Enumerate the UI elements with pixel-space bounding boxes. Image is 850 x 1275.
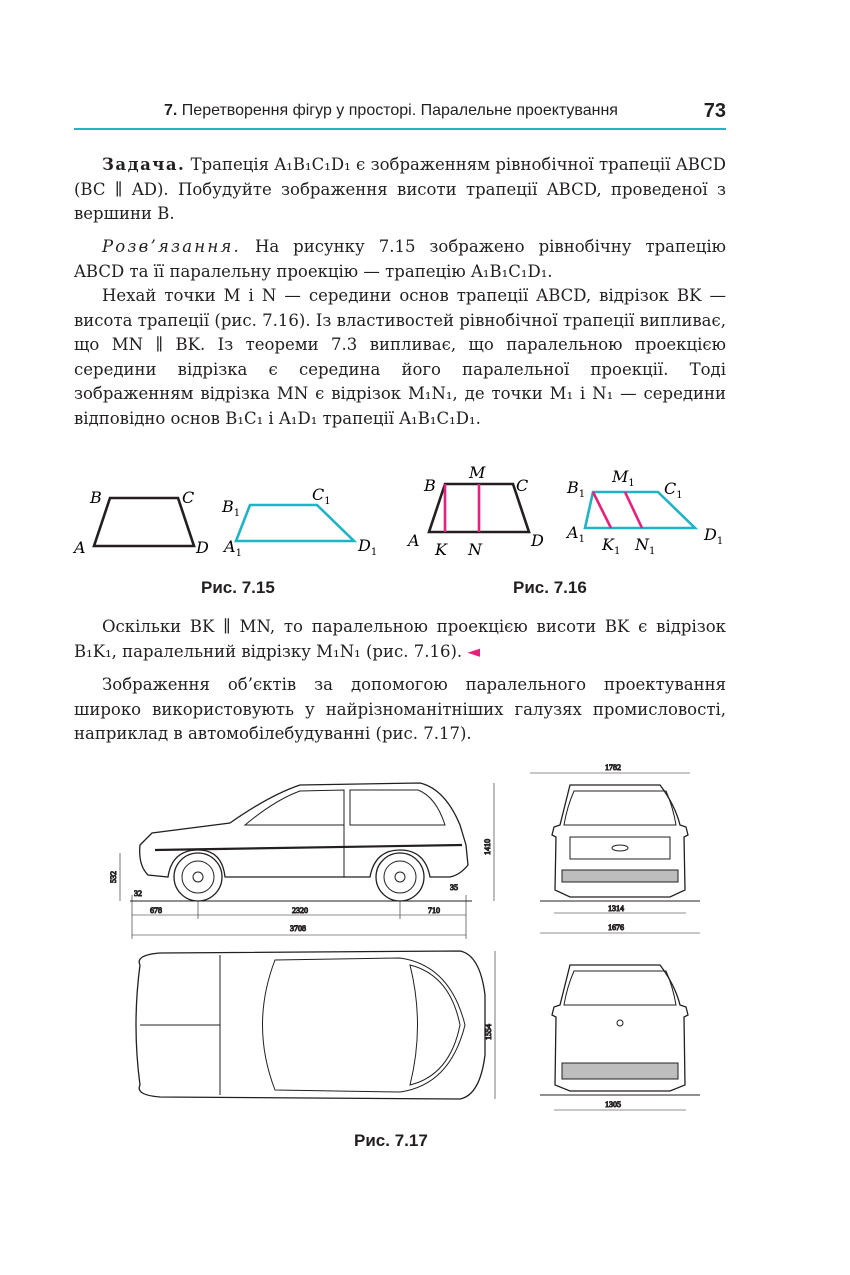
car-rear-view (540, 965, 700, 1095)
dim-overhang-front: 678 (150, 906, 162, 915)
text-block-2 (74, 615, 726, 664)
dim-ground: 532 (109, 871, 118, 883)
dim-angle-front: 32 (134, 889, 142, 898)
label-a: A (408, 531, 420, 550)
label-b1: $B_1$ (222, 497, 241, 519)
figure-7-16 (405, 462, 735, 567)
label-n1: $N_1$ (635, 535, 656, 557)
dim-overhang-rear: 710 (428, 906, 440, 915)
task-block (74, 153, 726, 227)
label-k1: $K_1$ (602, 535, 621, 557)
label-a1: $A_1$ (224, 537, 242, 559)
label-c: C (182, 488, 195, 507)
label-m: M (469, 463, 486, 482)
caption-7-15: Рис. 7.15 (201, 578, 275, 597)
text-block-3 (74, 673, 726, 747)
dim-track-front: 1314 (608, 904, 624, 913)
label-c: C (516, 476, 529, 495)
figure-7-15 (70, 478, 400, 568)
trapezoid-abcd (94, 498, 194, 546)
dim-length: 3708 (290, 924, 306, 933)
running-title (164, 102, 618, 120)
car-top-view (136, 951, 485, 1099)
label-a: A (74, 538, 86, 557)
dim-width-top: 1782 (605, 763, 621, 772)
label-b1: $B_1$ (567, 478, 586, 500)
task-text: Трапеція A₁B₁C₁D₁ є зображенням рівнобічної трапеції ABCD (BC ∥ AD). Побудуйте зображення висоти трапеції ABCD, проведеної з вершини B. (74, 155, 726, 223)
label-c1: $C_1$ (664, 479, 683, 501)
label-b: B (90, 488, 102, 507)
dim-angle-rear: 35 (450, 883, 458, 892)
label-d1: $D_1$ (358, 536, 378, 558)
dim-width-body: 1676 (608, 923, 624, 932)
segment-b1k1 (593, 492, 611, 528)
figure-7-17 (100, 755, 710, 1125)
chapter-title: Перетворення фігур у просторі. Паралельне проектування (181, 102, 618, 119)
trapezoid-a1b1c1d1 (236, 505, 354, 541)
paragraph-3: Зображення об’єктів за допомогою паралельного проектування широко використовують у найрізноманітніших галузях промисловості, наприклад в автомобілебудуванні (рис. 7.17). (74, 675, 726, 743)
dim-height: 1410 (483, 839, 492, 855)
side-view-dimensions (120, 783, 494, 939)
task-label: Задача. (102, 155, 186, 174)
end-of-solution-mark: ◄ (467, 641, 481, 661)
car-front-view (540, 785, 700, 901)
label-b: B (424, 476, 436, 495)
label-k: K (435, 540, 447, 559)
label-m1: $M_1$ (612, 467, 635, 489)
chapter-number: 7. (164, 102, 178, 119)
label-a1: $A_1$ (567, 523, 585, 545)
caption-7-17: Рис. 7.17 (354, 1131, 428, 1150)
header-divider (74, 128, 726, 130)
solution-label: Розв’язання. (102, 237, 241, 256)
dim-width-plan: 1554 (484, 1024, 493, 1040)
solution-block (74, 235, 726, 431)
dim-wheelbase: 2320 (292, 906, 308, 915)
label-c1: $C_1$ (312, 485, 331, 507)
page-header (74, 100, 726, 128)
label-d: D (531, 531, 544, 550)
label-n: N (468, 540, 482, 559)
paragraph-1: Нехай точки M і N — середини основ трапеції ABCD, відрізок BK — висота трапеції (рис. 7.16). Із властивостей рівнобічної трапеції випливає, що MN ∥ BK. Із теореми 7.3 випливає, що паралельною проекцією середини відрізка є середина його паралельної проекції. Тоді зображенням відрізка MN є відрізок M₁N₁, де точки M₁ і N₁ — середини відповідно основ B₁C₁ і A₁D₁ трапеції A₁B₁C₁D₁. (74, 286, 726, 428)
label-d: D (196, 538, 209, 557)
car-side-view (130, 783, 472, 901)
paragraph-2: Оскільки BK ∥ MN, то паралельною проекцією висоти BK є відрізок B₁K₁, паралельний відрізку M₁N₁ (рис. 7.16). (74, 617, 726, 661)
label-d1: $D_1$ (704, 525, 724, 547)
segment-m1n1 (625, 492, 642, 528)
dim-track-rear: 1305 (605, 1100, 621, 1109)
solution-text: На рисунку 7.15 зображено рівнобічну трапецію ABCD та її паралельну проекцію — трапецію A₁B₁C₁D₁. (74, 237, 726, 281)
page-number: 73 (703, 100, 726, 122)
caption-7-16: Рис. 7.16 (513, 578, 587, 597)
